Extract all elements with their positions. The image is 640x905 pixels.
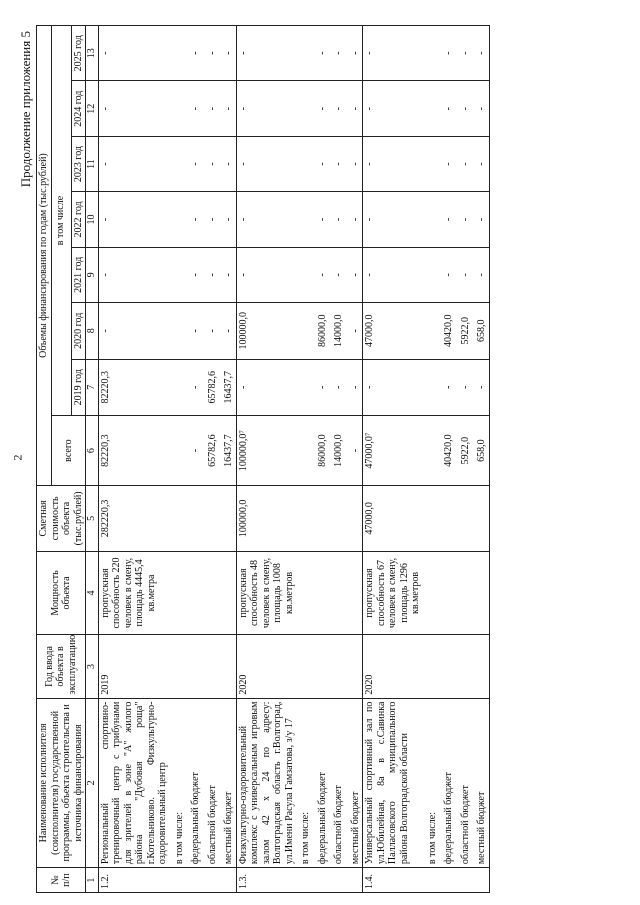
source-value: - [219, 247, 236, 302]
source-value: - [219, 303, 236, 360]
source-value: - [439, 359, 456, 416]
financing-table [36, 25, 490, 893]
source-value: - [439, 247, 456, 302]
source-label: федеральный бюджет [186, 698, 203, 868]
empty-cell [346, 486, 363, 552]
object-name: Универсальный спортивный зал по ул.Юбилейная, 8а в с.Савинка Палласовского муниципального района Волгоградской области [363, 698, 423, 868]
source-value: - [346, 416, 363, 486]
source-value: - [439, 136, 456, 191]
source-value [423, 303, 440, 360]
table-row-source [346, 26, 363, 893]
source-value: - [313, 136, 330, 191]
table-row-source [170, 26, 187, 893]
source-value: - [313, 359, 330, 416]
source-value: 86000,0 [313, 416, 330, 486]
column-number: 3 [86, 635, 99, 698]
source-value [423, 416, 440, 486]
source-label: в том числе: [296, 698, 313, 868]
commission-year: 2020 [236, 635, 296, 698]
source-value: - [456, 247, 473, 302]
funding-value: - [236, 359, 296, 416]
empty-cell [423, 551, 440, 635]
source-value [170, 247, 187, 302]
empty-cell [329, 551, 346, 635]
column-number: 9 [86, 247, 99, 302]
table-row-source [456, 26, 473, 893]
empty-cell [423, 635, 440, 698]
source-value: - [472, 26, 489, 82]
source-value [170, 359, 187, 416]
column-number: 11 [86, 136, 99, 191]
row-number-empty [296, 868, 313, 893]
funding-value: 82220,3 [98, 416, 170, 486]
source-value: - [329, 26, 346, 82]
funding-value: - [363, 192, 423, 247]
empty-cell [186, 486, 203, 552]
empty-cell [296, 551, 313, 635]
source-value: - [346, 136, 363, 191]
source-value [296, 192, 313, 247]
source-value [423, 136, 440, 191]
header-year-0: 2019 год [71, 359, 86, 416]
column-number: 5 [86, 486, 99, 552]
funding-value: - [363, 247, 423, 302]
source-value: - [346, 303, 363, 360]
funding-value: 82220,3 [98, 359, 170, 416]
source-label: областной бюджет [329, 698, 346, 868]
column-number: 7 [86, 359, 99, 416]
empty-cell [439, 551, 456, 635]
source-value: 65782,6 [203, 359, 220, 416]
source-label: местный бюджет [472, 698, 489, 868]
source-value [170, 192, 187, 247]
funding-value: - [363, 81, 423, 136]
source-value: 5922,0 [456, 416, 473, 486]
funding-value: - [363, 136, 423, 191]
funding-value: - [236, 192, 296, 247]
source-value: - [346, 26, 363, 82]
source-value: - [472, 192, 489, 247]
header-year-3: 2022 год [71, 192, 86, 247]
source-value [296, 359, 313, 416]
source-value: 65782,6 [203, 416, 220, 486]
row-number: 1.2. [98, 868, 170, 893]
table-row-source [329, 26, 346, 893]
source-label: в том числе: [170, 698, 187, 868]
funding-value: - [98, 81, 170, 136]
source-value: 40420,0 [439, 416, 456, 486]
page-number: 2 [10, 454, 25, 461]
empty-cell [203, 486, 220, 552]
source-value: - [186, 416, 203, 486]
header-year-5: 2024 год [71, 81, 86, 136]
source-value [170, 416, 187, 486]
header-cost: Сметная стоимость объекта (тыс.рублей) [37, 486, 86, 552]
source-value [296, 26, 313, 82]
column-number: 10 [86, 192, 99, 247]
header-year-4: 2023 год [71, 136, 86, 191]
source-label: местный бюджет [346, 698, 363, 868]
estimated-cost: 282220,3 [98, 486, 170, 552]
funding-value: - [98, 136, 170, 191]
header-year-2: 2021 год [71, 247, 86, 302]
source-value: - [313, 247, 330, 302]
source-label: местный бюджет [219, 698, 236, 868]
row-number-empty [219, 868, 236, 893]
source-value: - [186, 359, 203, 416]
source-label: федеральный бюджет [313, 698, 330, 868]
empty-cell [456, 635, 473, 698]
source-value: 40420,0 [439, 303, 456, 360]
funding-value: - [98, 192, 170, 247]
estimated-cost: 100000,0 [236, 486, 296, 552]
source-value: - [203, 26, 220, 82]
column-number: 8 [86, 303, 99, 360]
funding-value: - [236, 26, 296, 82]
column-number: 4 [86, 551, 99, 635]
object-capacity: пропускная способность 48 человек в смену, площадь 1008 кв.метров [236, 551, 296, 635]
empty-cell [439, 486, 456, 552]
source-value: - [186, 136, 203, 191]
source-value: 14000,0 [329, 416, 346, 486]
source-value: 658,0 [472, 303, 489, 360]
source-value [296, 303, 313, 360]
source-label: областной бюджет [203, 698, 220, 868]
empty-cell [313, 486, 330, 552]
header-funding: Объемы финансирования по годам (тыс.рублей) [37, 26, 52, 486]
row-number-empty [186, 868, 203, 893]
funding-value: 47000,0 [363, 303, 423, 360]
header-including: в том числе [51, 26, 71, 416]
empty-cell [346, 551, 363, 635]
source-value: 14000,0 [329, 303, 346, 360]
empty-cell [296, 635, 313, 698]
funding-value: - [98, 26, 170, 82]
header-year-6: 2025 год [71, 26, 86, 82]
source-value: - [456, 26, 473, 82]
source-value [170, 303, 187, 360]
source-value [296, 81, 313, 136]
source-value: - [313, 26, 330, 82]
source-value [296, 416, 313, 486]
continuation-title: Продолжение приложения 5 [18, 31, 33, 188]
empty-cell [219, 551, 236, 635]
funding-value: - [236, 81, 296, 136]
source-value: - [456, 359, 473, 416]
empty-cell [186, 635, 203, 698]
source-value [423, 26, 440, 82]
column-number: 13 [86, 26, 99, 82]
empty-cell [296, 486, 313, 552]
source-value: - [439, 81, 456, 136]
source-value [423, 247, 440, 302]
source-value: - [329, 192, 346, 247]
source-value [296, 247, 313, 302]
empty-cell [219, 486, 236, 552]
funding-value: 47000,0⁷ [363, 416, 423, 486]
source-value: - [472, 359, 489, 416]
empty-cell [456, 486, 473, 552]
empty-cell [186, 551, 203, 635]
funding-value: 100000,0⁷ [236, 416, 296, 486]
source-value: - [346, 81, 363, 136]
source-value: 16437,7 [219, 359, 236, 416]
row-number-empty [423, 868, 440, 893]
source-value: - [456, 136, 473, 191]
source-value [423, 359, 440, 416]
source-value: - [329, 359, 346, 416]
row-number-empty [203, 868, 220, 893]
funding-value: 100000,0 [236, 303, 296, 360]
source-value: - [186, 303, 203, 360]
column-number: 1 [86, 868, 99, 893]
table-row-object [236, 26, 296, 893]
funding-value: - [363, 359, 423, 416]
funding-value: - [98, 247, 170, 302]
table-row-object [363, 26, 423, 893]
source-value: - [203, 247, 220, 302]
row-number-empty [456, 868, 473, 893]
empty-cell [219, 635, 236, 698]
empty-cell [472, 551, 489, 635]
source-value [170, 136, 187, 191]
source-value [170, 26, 187, 82]
empty-cell [439, 635, 456, 698]
source-value: 16437,7 [219, 416, 236, 486]
source-value: - [456, 81, 473, 136]
funding-value: - [363, 26, 423, 82]
empty-cell [313, 635, 330, 698]
empty-cell [423, 486, 440, 552]
column-number: 2 [86, 698, 99, 868]
source-value: - [329, 247, 346, 302]
source-value [423, 81, 440, 136]
source-label: в том числе: [423, 698, 440, 868]
object-capacity: пропускная способность 67 человек в смену, площадь 1296 кв.метров [363, 551, 423, 635]
source-value: 5922,0 [456, 303, 473, 360]
source-value [296, 136, 313, 191]
row-number-empty [346, 868, 363, 893]
source-value: - [313, 192, 330, 247]
source-value: - [472, 247, 489, 302]
table-row-source [296, 26, 313, 893]
source-value: - [456, 192, 473, 247]
source-label: федеральный бюджет [439, 698, 456, 868]
row-number-empty [313, 868, 330, 893]
empty-cell [203, 551, 220, 635]
header-no: № п/п [37, 868, 86, 893]
column-number: 12 [86, 81, 99, 136]
empty-cell [203, 635, 220, 698]
source-value: - [439, 26, 456, 82]
source-value: - [346, 192, 363, 247]
empty-cell [456, 551, 473, 635]
source-value: - [203, 303, 220, 360]
object-capacity: пропускная способность 220 человек в смену, площадь 4445,4 кв.метра [98, 551, 170, 635]
empty-cell [329, 635, 346, 698]
table-row-source [472, 26, 489, 893]
table-row-source [439, 26, 456, 893]
column-number: 6 [86, 416, 99, 486]
row-number-empty [329, 868, 346, 893]
empty-cell [313, 551, 330, 635]
header-name: Наименование исполнителя (соисполнителя) государственной программы, объекта строительства и источника финансирования [37, 698, 86, 868]
source-value: - [219, 136, 236, 191]
source-value: - [186, 192, 203, 247]
source-value: - [472, 81, 489, 136]
source-value: - [313, 81, 330, 136]
source-value: 86000,0 [313, 303, 330, 360]
source-value: - [186, 81, 203, 136]
source-value: - [203, 192, 220, 247]
source-value: - [186, 247, 203, 302]
source-value: - [186, 26, 203, 82]
row-number: 1.4. [363, 868, 423, 893]
header-capacity: Мощность объекта [37, 551, 86, 635]
header-year-1: 2020 год [71, 303, 86, 360]
empty-cell [170, 635, 187, 698]
source-value: - [219, 26, 236, 82]
source-value: 658,0 [472, 416, 489, 486]
object-name: Физкультурно-оздоровительный комплекс с универсальным игровым залом 42 х 24 по адресу: Волгоградская область г.Волгоград, ул.Имени Расула Гамзатова, з/у 17 [236, 698, 296, 868]
empty-cell [170, 486, 187, 552]
row-number: 1.3. [236, 868, 296, 893]
estimated-cost: 47000,0 [363, 486, 423, 552]
source-value: - [203, 81, 220, 136]
table-row-object [98, 26, 170, 893]
object-name: Региональный спортивно-тренировочный центр с трибунами для зрителей в зоне "А" жилого района "Дубовая роща" г.Котельниково. Физкультурно-оздоровительный центр [98, 698, 170, 868]
empty-cell [346, 635, 363, 698]
table-row-source [219, 26, 236, 893]
source-value: - [329, 136, 346, 191]
rotated-page [18, 23, 628, 893]
table-row-source [186, 26, 203, 893]
empty-cell [472, 486, 489, 552]
empty-cell [329, 486, 346, 552]
row-number-empty [170, 868, 187, 893]
table-row-source [203, 26, 220, 893]
source-value: - [219, 81, 236, 136]
table-row-source [423, 26, 440, 893]
source-value [423, 192, 440, 247]
source-value: - [219, 192, 236, 247]
row-number-empty [439, 868, 456, 893]
source-label: областной бюджет [456, 698, 473, 868]
source-value [170, 81, 187, 136]
source-value: - [472, 136, 489, 191]
source-value: - [439, 192, 456, 247]
source-value: - [346, 359, 363, 416]
source-value: - [203, 136, 220, 191]
empty-cell [170, 551, 187, 635]
commission-year: 2020 [363, 635, 423, 698]
header-year: Год ввода объекта в эксплуатацию [37, 635, 86, 698]
header-total: всего [51, 416, 86, 486]
source-value: - [329, 81, 346, 136]
funding-value: - [236, 136, 296, 191]
row-number-empty [472, 868, 489, 893]
commission-year: 2019 [98, 635, 170, 698]
empty-cell [472, 635, 489, 698]
table-row-source [313, 26, 330, 893]
funding-value: - [236, 247, 296, 302]
funding-value: - [98, 303, 170, 360]
source-value: - [346, 247, 363, 302]
